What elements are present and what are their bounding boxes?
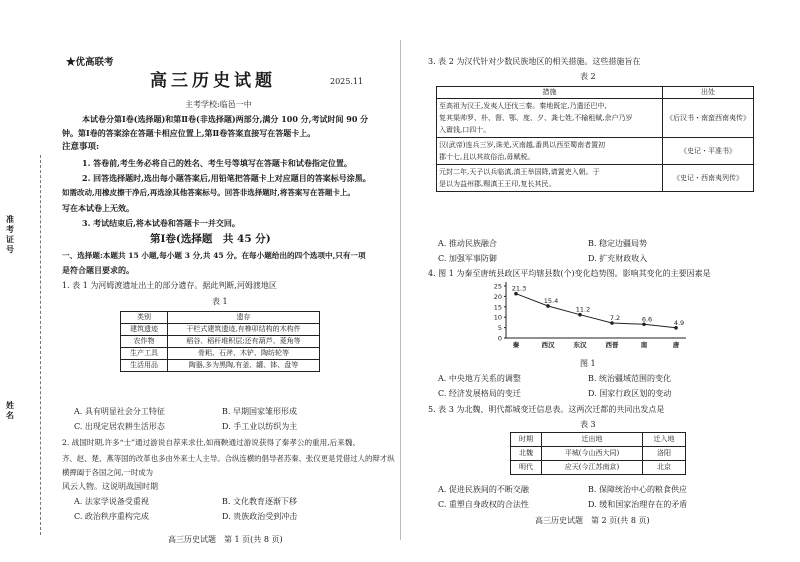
q4-option-d[interactable]: D. 国家行政区划的变动 bbox=[588, 389, 672, 398]
table-cell: 生产工具 bbox=[121, 348, 168, 360]
intro-line-2: 钟。第Ⅰ卷的答案涂在答题卡相应位置上,第Ⅱ卷答案直接写在答题卡上。 bbox=[62, 128, 316, 138]
table-cell: 干栏式建筑遗迹,有榫卯结构的木构件 bbox=[168, 324, 320, 336]
table-row bbox=[437, 87, 754, 99]
q1-option-d[interactable]: D. 手工业以纺织为主 bbox=[222, 422, 298, 431]
table-1-caption: 表 1 bbox=[212, 297, 228, 306]
table-cell: 明代 bbox=[511, 461, 542, 475]
table-row bbox=[121, 336, 320, 348]
x-tick-label: 西晋 bbox=[605, 341, 619, 349]
notice-line-4: 写在本试卷上无效。 bbox=[62, 203, 134, 213]
chart-caption: 图 1 bbox=[580, 359, 596, 368]
table-row bbox=[121, 360, 320, 372]
table-cell: 北京 bbox=[643, 461, 686, 475]
table-cell-line: 复其渠帅罗、朴、督、鄂、度、夕、龚七姓,不输租赋,余户乃岁 bbox=[439, 114, 633, 122]
q5-option-b[interactable]: B. 保障统治中心的粮食供应 bbox=[588, 485, 687, 494]
table-header-cell: 类别 bbox=[121, 312, 168, 324]
q4-option-b[interactable]: B. 统治疆域范围的变化 bbox=[588, 374, 671, 383]
q2-option-b[interactable]: B. 文化教育逐渐下移 bbox=[222, 497, 297, 506]
table-row bbox=[437, 138, 754, 165]
question-2-line-3: 风云人物。这说明战国时期 bbox=[62, 482, 158, 491]
q1-option-b[interactable]: B. 早期国家雏形形成 bbox=[222, 407, 297, 416]
y-tick-label: 20 bbox=[493, 292, 502, 301]
table-row bbox=[121, 324, 320, 336]
y-tick-label: 0 bbox=[497, 334, 502, 343]
table-row bbox=[511, 433, 686, 447]
exam-date: 2025.11 bbox=[330, 77, 364, 86]
table-cell-line: 郡十七,且以其故俗治,毋赋税。 bbox=[439, 153, 535, 161]
table-cell: 稻谷、稻秆堆积层;还有葫芦、菱角等 bbox=[168, 336, 320, 348]
x-tick-label: 秦 bbox=[512, 341, 520, 349]
table-row bbox=[511, 447, 686, 461]
y-tick-label: 15 bbox=[493, 303, 502, 312]
section-desc-2: 是符合题目要求的。 bbox=[62, 265, 134, 275]
exam-number-label: 准考证号 bbox=[6, 214, 14, 254]
table-cell: 农作物 bbox=[121, 336, 168, 348]
q3-option-c[interactable]: C. 加强军事防御 bbox=[438, 254, 497, 263]
table-cell: 《史记・平准书》 bbox=[663, 138, 754, 165]
table-row bbox=[121, 312, 320, 324]
table-cell: 《史记・西南夷列传》 bbox=[663, 165, 754, 192]
x-tick-label: 东汉 bbox=[573, 341, 587, 349]
table-cell: 平城(今山西大同) bbox=[542, 447, 643, 461]
q2-option-a[interactable]: A. 法家学说备受重视 bbox=[74, 497, 149, 506]
table-cell bbox=[437, 138, 663, 165]
question-3: 3. 表 2 为汉代针对少数民族地区的相关措施。这些措施旨在 bbox=[428, 57, 641, 66]
question-4: 4. 图 1 为秦至唐统县政区平均辖县数(个)变化趋势图。影响其变化的主要因素是 bbox=[428, 269, 711, 278]
right-page-footer: 高三历史试题 第 2 页(共 8 页) bbox=[535, 516, 650, 525]
table-header-cell: 遗存 bbox=[168, 312, 320, 324]
table-cell: 《后汉书・南蛮西南夷传》 bbox=[663, 99, 754, 138]
y-tick-label: 10 bbox=[493, 313, 502, 322]
q3-option-b[interactable]: B. 稳定边疆局势 bbox=[588, 239, 647, 248]
q2-option-c[interactable]: C. 政治秩序重构完成 bbox=[74, 512, 149, 521]
table-cell: 应天(今江苏南京) bbox=[542, 461, 643, 475]
table-cell: 生活用品 bbox=[121, 360, 168, 372]
page-divider bbox=[400, 40, 401, 540]
table-cell-line: 汉(武帝)连兵三岁,诛羌,灭南越,番禺以西至蜀南者置初 bbox=[439, 141, 606, 149]
notice-line-1: 1. 答卷前,考生务必将自己的姓名、考生号等填写在答题卡和试卷指定位置。 bbox=[82, 158, 352, 168]
table-row bbox=[437, 99, 754, 138]
notice-line-2: 2. 回答选择题时,选出每小题答案后,用铅笔把答题卡上对应题目的答案标号涂黑。 bbox=[82, 173, 371, 183]
q5-option-a[interactable]: A. 促进民族间的不断交融 bbox=[438, 485, 529, 494]
table-header-cell: 出处 bbox=[663, 87, 754, 99]
table-cell-line: 是以为益州郡,赐滇王王印,复长其民。 bbox=[439, 180, 556, 188]
data-label: 7.2 bbox=[609, 314, 621, 323]
question-1: 1. 表 1 为河姆渡遗址出土的部分遗存。据此判断,河姆渡地区 bbox=[62, 281, 277, 290]
table-header-cell: 措施 bbox=[437, 87, 663, 99]
host-school: 主考学校:临邑一中 bbox=[185, 100, 252, 109]
x-tick-label: 唐 bbox=[672, 341, 680, 349]
binding-line bbox=[40, 155, 41, 535]
question-5: 5. 表 3 为北魏、明代都城变迁信息表。这两次迁都的共同出发点是 bbox=[428, 405, 665, 414]
table-cell-line: 入賨钱,口四十。 bbox=[439, 126, 491, 134]
table-2-caption: 表 2 bbox=[580, 72, 596, 81]
data-label: 4.9 bbox=[673, 318, 685, 327]
section-desc-1: 一、选择题:本题共 15 小题,每小题 3 分,共 45 分。在每小题给出的四个选项中,只有一项 bbox=[62, 251, 366, 260]
q5-option-d[interactable]: D. 缓和国家治理存在的矛盾 bbox=[588, 500, 688, 509]
question-2-line-2: 齐、赵、楚、燕等国的改革也多由外来士人主导。合纵连横的倡导者苏秦、张仪更是凭借过人的辩才纵横捭阖于各国之间,一时成为 bbox=[62, 454, 395, 477]
x-tick-label: 西汉 bbox=[541, 341, 555, 349]
table-1 bbox=[120, 311, 320, 372]
q1-option-c[interactable]: C. 出现定居农耕生活形态 bbox=[74, 422, 165, 431]
data-label: 6.6 bbox=[641, 315, 653, 324]
q3-option-a[interactable]: A. 推动民族融合 bbox=[438, 239, 497, 248]
y-tick-label: 25 bbox=[493, 282, 502, 291]
q2-option-d[interactable]: D. 贵族政治受到冲击 bbox=[222, 512, 298, 521]
y-tick-label: 5 bbox=[497, 324, 502, 333]
notice-line-3: 如需改动,用橡皮擦干净后,再选涂其他答案标号。回答非选择题时,将答案写在答题卡上。 bbox=[62, 188, 355, 197]
x-tick-label: 南 bbox=[640, 341, 648, 349]
table-cell: 建筑遗迹 bbox=[121, 324, 168, 336]
table-row bbox=[121, 348, 320, 360]
page-title: 高三历史试题 bbox=[150, 71, 276, 91]
intro-line-1: 本试卷分第Ⅰ卷(选择题)和第Ⅱ卷(非选择题)两部分,满分 100 分,考试时间 90 分 bbox=[82, 114, 369, 124]
section-title: 第Ⅰ卷(选择题 共 45 分) bbox=[150, 233, 271, 245]
table-cell: 洛阳 bbox=[643, 447, 686, 461]
data-label: 15.4 bbox=[543, 296, 559, 305]
data-label: 11.2 bbox=[575, 305, 591, 314]
name-label: 姓名 bbox=[6, 400, 14, 420]
question-2-line-1: 2. 战国时期,许多“士”通过游说自荐来求仕,如商鞅通过游说获得了秦孝公的重用,后来魏、 bbox=[62, 438, 361, 447]
table-cell bbox=[437, 99, 663, 138]
q3-option-d[interactable]: D. 扩充财政收入 bbox=[588, 254, 648, 263]
notice-heading: 注意事项: bbox=[62, 142, 100, 152]
brand-label: ★优高联考 bbox=[66, 57, 114, 68]
table-3-caption: 表 3 bbox=[580, 420, 596, 429]
table-cell bbox=[437, 165, 663, 192]
q5-option-c[interactable]: C. 重塑自身政权的合法性 bbox=[438, 500, 529, 509]
table-cell-line: 元封二年,天子以兵临滇,滇王举国降,请置吏入朝。于 bbox=[439, 168, 600, 176]
notice-line-5: 3. 考试结束后,将本试卷和答题卡一并交回。 bbox=[82, 218, 240, 228]
table-header-cell: 时期 bbox=[511, 433, 542, 447]
table-cell: 北魏 bbox=[511, 447, 542, 461]
table-header-cell: 迁入地 bbox=[643, 433, 686, 447]
table-cell: 陶器,多为黑陶,有釜、罐、钵、盘等 bbox=[168, 360, 320, 372]
table-3 bbox=[510, 432, 686, 475]
trend-chart bbox=[486, 282, 696, 350]
table-header-cell: 迁出地 bbox=[542, 433, 643, 447]
q4-option-c[interactable]: C. 经济发展格局的变迁 bbox=[438, 389, 521, 398]
table-row bbox=[511, 461, 686, 475]
table-2 bbox=[436, 86, 754, 192]
table-cell: 骨耜、石斧、木铲、陶纺轮等 bbox=[168, 348, 320, 360]
table-row bbox=[437, 165, 754, 192]
table-cell-line: 至高祖为汉王,发夷人还伐三秦。秦地既定,乃遣还巴中, bbox=[439, 102, 607, 110]
q1-option-a[interactable]: A. 具有明显社会分工特征 bbox=[74, 407, 165, 416]
data-label: 21.3 bbox=[511, 284, 527, 293]
left-page-footer: 高三历史试题 第 1 页(共 8 页) bbox=[168, 535, 283, 544]
q4-option-a[interactable]: A. 中央地方关系的调整 bbox=[438, 374, 521, 383]
